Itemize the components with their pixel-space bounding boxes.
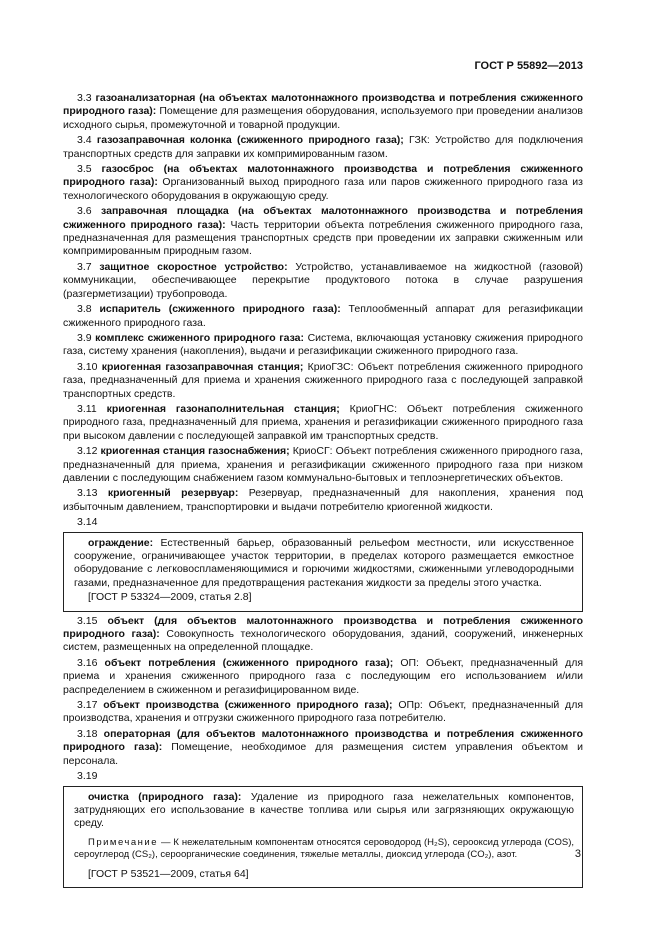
entry-number: 3.7 [77, 260, 92, 273]
entry-number: 3.8 [77, 303, 92, 316]
definition-entry [63, 615, 583, 655]
term: газоанализаторная (на объектах малотоннажного производства и потребления сжиженного природного газа): [63, 92, 584, 118]
term: газосброс (на объектах малотоннажного производства и потребления сжиженного природного газа): [63, 163, 583, 189]
entry-number: 3.3 [77, 92, 92, 104]
document-header: ГОСТ Р 55892—2013 [474, 60, 583, 72]
page-number: 3 [574, 848, 581, 860]
entry-number: 3.9 [77, 331, 92, 344]
definition-entry [63, 205, 583, 259]
entry-number: 3.15 [77, 614, 98, 627]
definition-entry [63, 699, 583, 726]
definition-text: Организованный выход природного газа или паров сжиженного природного газа из технологического оборудования в окружающую среду. [63, 176, 583, 202]
definition-text: Помещение, необходимое для размещения систем управления объектом и персонала. [63, 741, 583, 767]
definition-text: Часть территории объекта потребления сжиженного природного газа, предназначенная для размещения транспортных средств при проведении их заправки сжиженным или компримированным природным газом. [63, 218, 583, 258]
entry-number-3-14: 3.14 [77, 516, 98, 529]
definition-entry [63, 332, 583, 359]
entry-number: 3.5 [77, 163, 92, 176]
entry-number: 3.17 [77, 699, 98, 712]
term-3-14: ограждение: [88, 536, 154, 549]
term: объект потребления (сжиженного природного газа); [104, 656, 394, 669]
note-label: Примечание [88, 836, 158, 848]
reference-3-14: [ГОСТ Р 53324—2009, статья 2.8] [88, 591, 252, 604]
definition-text: ОПр: Объект, предназначенный для производства, хранения и отгрузки сжиженного природного газа потребителю. [63, 699, 584, 725]
definition-text: Помещение для размещения оборудования, используемого при проведении анализов исходного сырья, промежуточной и товарной продукции. [63, 105, 583, 131]
definition-entry [63, 134, 583, 161]
definition-text: Теплообменный аппарат для регазификации сжиженного природного газа. [63, 303, 583, 329]
entry-number: 3.12 [77, 445, 98, 458]
term: криогенная станция газоснабжения; [100, 445, 290, 458]
term: комплекс сжиженного природного газа: [95, 331, 305, 344]
entry-number: 3.10 [77, 360, 98, 373]
term: объект производства (сжиженного природного газа); [103, 699, 393, 712]
term: криогенная газозаправочная станция; [101, 360, 304, 373]
entry-number-3-19: 3.19 [77, 770, 98, 783]
definition-3-19 [74, 791, 574, 831]
definition-text: Система, включающая установку сжижения природного газа, систему хранения (накопления), выдачи и регазификации сжиженного природного газа. [63, 331, 583, 358]
note-3-19 [74, 837, 574, 862]
entry-number: 3.11 [77, 402, 97, 415]
entry-number: 3.4 [77, 134, 92, 147]
definition-entry [63, 487, 583, 514]
terms-list-1 [63, 92, 583, 514]
term: операторная (для объектов малотоннажного производства и потребления сжиженного природного газа): [63, 727, 583, 754]
definition-text: Резервуар, предназначенный для накопления, хранения под избыточным давлением, транспортировки и выдачи потребителю криогенной жидкости. [63, 487, 583, 513]
definition-text: КриоГНС: Объект потребления сжиженного природного газа, предназначенный для приема, хранения и регазификации сжиженного природного газа при высоком давлении с последующей заправкой им транспортных средств. [63, 402, 584, 442]
definition-text: Совокупность технологического оборудования, зданий, сооружений, инженерных систем, размещенных на определенной площадке. [63, 628, 583, 654]
definition-text-3-14: Естественный барьер, образованный рельефом местности, или искусственное сооружение, ограничивающее участок территории, в пределах которого размещается емкостное оборудование с легковоспламеняющимися и горючими жидкостями, сжиженными углеводородными газами, предназначенное для предотвращения растекания жидкости за пределы этого участка. [74, 536, 574, 589]
definition-text: ОП: Объект, предназначенный для приема и хранения сжиженного природного газа с последующим его использованием и/или распределением в сжиженном и регазифицированном виде. [63, 656, 584, 696]
document-body [63, 92, 583, 891]
entry-number: 3.18 [77, 727, 98, 740]
entry-number: 3.6 [77, 205, 92, 218]
term: защитное скоростное устройство: [99, 260, 288, 273]
definition-3-14 [74, 537, 574, 591]
definition-entry [63, 403, 583, 443]
term-3-19: очистка (природного газа): [88, 790, 242, 803]
definition-box-3-19 [63, 786, 583, 889]
term: объект (для объектов малотоннажного производства и потребления сжиженного природного газа): [63, 614, 583, 641]
term: криогенная газонаполнительная станция; [106, 402, 340, 415]
note-text: — К нежелательным компонентам относятся сероводород (H₂S), серооксид углерода (COS), сероуглерод (CS₂), сероорганические соединения, тяжелые металлы, диоксид углерода (CO₂), азот. [74, 836, 574, 861]
definition-entry [63, 261, 583, 301]
definition-text-3-19: Удаление из природного газа нежелательных компонентов, затрудняющих его использование в качестве топлива или сырья или загрязняющих окружающую среду. [74, 790, 574, 830]
definition-text: КриоСГ: Объект потребления сжиженного природного газа, предназначенный для приема, хранения и регазификации сжиженного природного газа при низком давлении с последующим снабжением газом коммунально-бытовых и теплоэнергетических объектов. [63, 445, 583, 484]
terms-list-2 [63, 615, 583, 768]
entry-number: 3.16 [77, 656, 98, 669]
definition-box-3-14 [63, 532, 583, 612]
term: заправочная площадка (на объектах малотоннажного производства и потребления сжиженного природного газа): [63, 205, 583, 231]
term: газозаправочная колонка (сжиженного природного газа); [96, 134, 404, 147]
definition-entry [63, 361, 583, 401]
definition-entry [63, 303, 583, 330]
definition-text: Устройство, устанавливаемое на жидкостной (газовой) коммуникации, обеспечивающее перекрытие продуктового потока в случае разрушения (разгерметизации) трубопровода. [63, 260, 583, 300]
definition-entry [63, 445, 583, 485]
reference-3-19: [ГОСТ Р 53521—2009, статья 64] [88, 867, 249, 880]
definition-entry [63, 728, 583, 768]
definition-text: КриоГЗС: Объект потребления сжиженного природного газа, предназначенный для приема и хранения сжиженного природного газа с последующей заправкой транспортных средств. [63, 360, 583, 400]
definition-entry [63, 657, 583, 697]
definition-entry [63, 92, 583, 132]
entry-number: 3.13 [77, 487, 98, 500]
definition-text: ГЗК: Устройство для подключения транспортных средств для заправки их компримированным газом. [63, 134, 583, 160]
term: испаритель (сжиженного природного газа): [99, 303, 341, 316]
term: криогенный резервуар: [107, 487, 239, 500]
definition-entry [63, 163, 583, 203]
